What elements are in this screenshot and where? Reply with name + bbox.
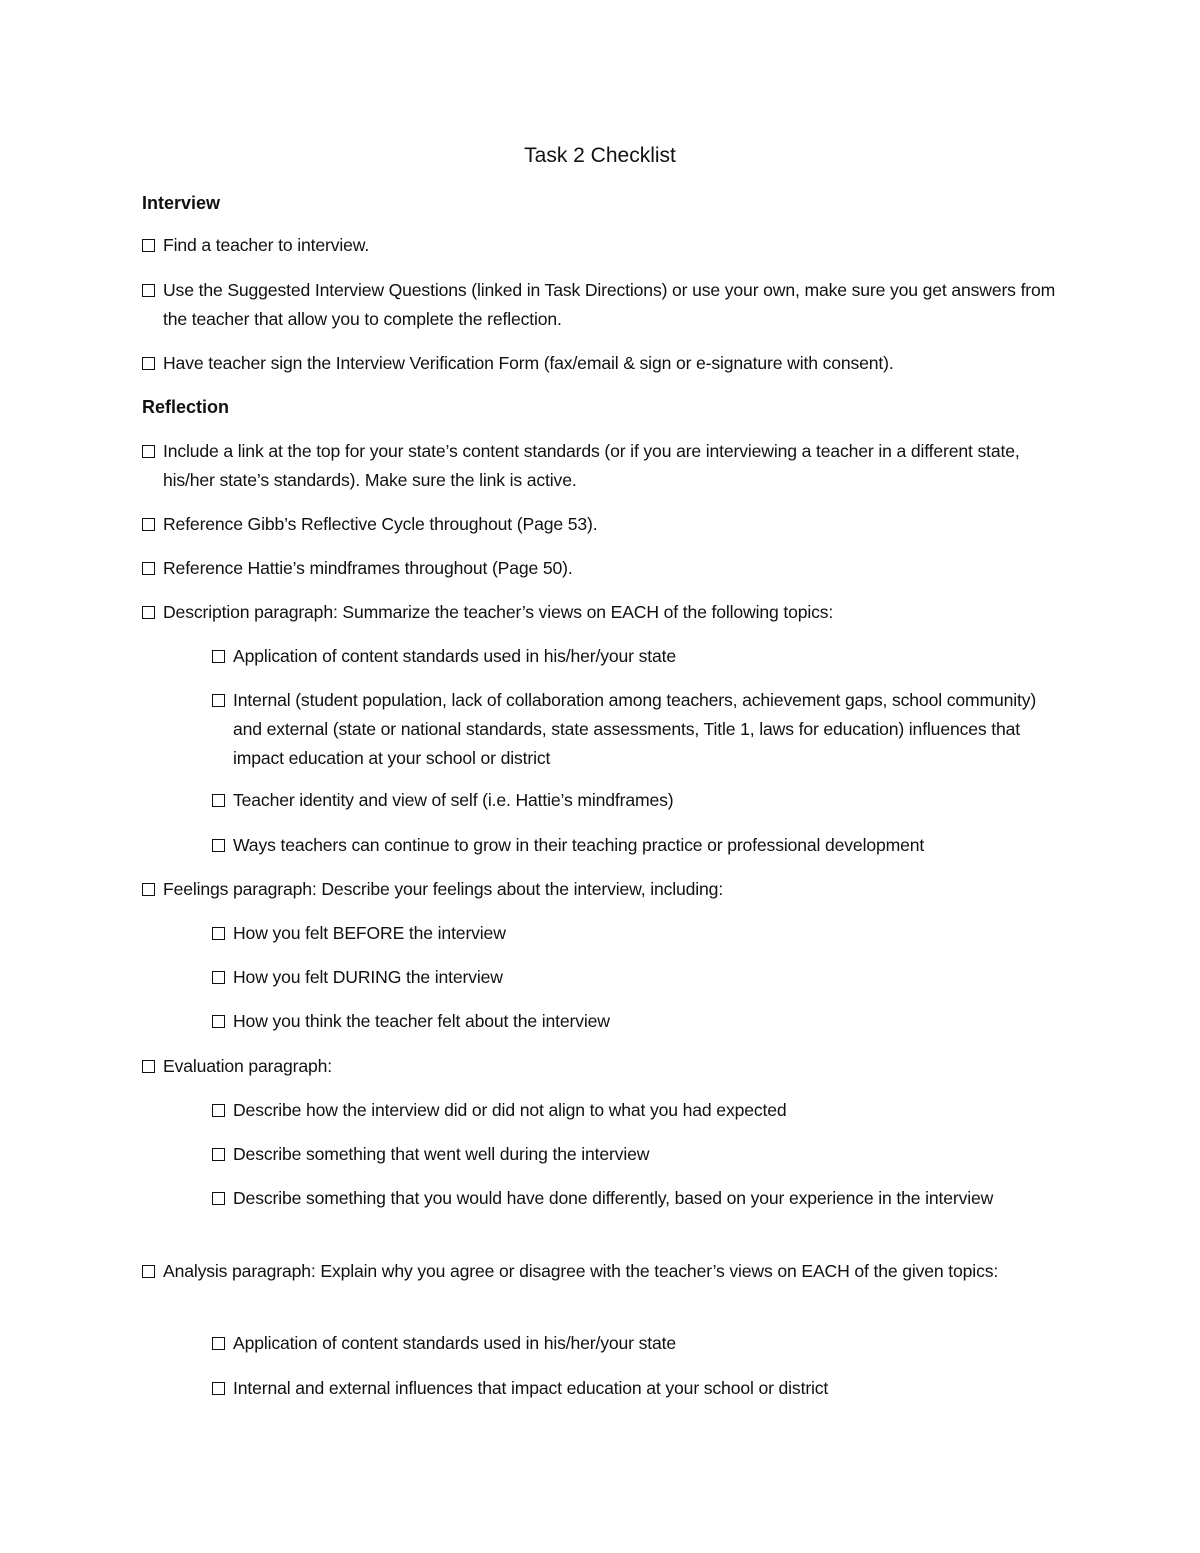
checkbox-icon[interactable]	[212, 1192, 225, 1205]
checkbox-icon[interactable]	[212, 1104, 225, 1117]
checklist-item-label: Use the Suggested Interview Questions (linked in Task Directions) or use your own, make sure you get answers from the teacher that allow you to complete the reflection.	[163, 280, 1056, 329]
checklist-subitem[interactable]	[212, 831, 1062, 860]
checkbox-icon[interactable]	[212, 927, 225, 940]
checkbox-icon[interactable]	[142, 606, 155, 619]
checkbox-icon[interactable]	[142, 562, 155, 575]
checklist-item[interactable]	[142, 510, 1060, 539]
checkbox-icon[interactable]	[212, 1337, 225, 1350]
checklist-item-label: Find a teacher to interview.	[163, 235, 370, 255]
checkbox-icon[interactable]	[212, 794, 225, 807]
checklist-item-label: How you felt DURING the interview	[233, 967, 503, 987]
checklist-item-label: Describe something that went well during the interview	[233, 1144, 650, 1164]
checklist-item[interactable]	[142, 437, 1060, 495]
checklist-item[interactable]	[142, 276, 1060, 334]
checklist-subitem[interactable]	[212, 919, 1062, 948]
checklist-subitem[interactable]	[212, 1140, 1062, 1169]
checkbox-icon[interactable]	[142, 1060, 155, 1073]
checklist-item[interactable]	[142, 1052, 1060, 1081]
checklist-item-label: Teacher identity and view of self (i.e. Hattie’s mindframes)	[233, 790, 674, 810]
checklist-item-label: Describe something that you would have done differently, based on your experience in the interview	[233, 1188, 994, 1208]
checkbox-icon[interactable]	[142, 1265, 155, 1278]
checklist-item-label: Reference Gibb’s Reflective Cycle throughout (Page 53).	[163, 514, 598, 534]
section-heading-reflection: Reflection	[142, 397, 230, 417]
checklist-item-label: Application of content standards used in his/her/your state	[233, 1333, 676, 1353]
checklist-item[interactable]	[142, 349, 1060, 378]
checkbox-icon[interactable]	[142, 518, 155, 531]
checklist-item[interactable]	[142, 554, 1060, 583]
checklist-item-label: Internal and external influences that impact education at your school or district	[233, 1378, 829, 1398]
checklist-subitem[interactable]	[212, 1184, 1062, 1213]
checklist-item-label: Reference Hattie’s mindframes throughout (Page 50).	[163, 558, 573, 578]
checklist-item[interactable]	[142, 875, 1060, 904]
checkbox-icon[interactable]	[212, 1382, 225, 1395]
checklist-item-label: Describe how the interview did or did not align to what you had expected	[233, 1100, 787, 1120]
checklist-item[interactable]	[142, 1257, 1060, 1286]
checklist-item-label: Analysis paragraph: Explain why you agree or disagree with the teacher’s views on EACH of the given topics:	[163, 1261, 999, 1281]
checklist-item-label: How you felt BEFORE the interview	[233, 923, 506, 943]
checkbox-icon[interactable]	[142, 445, 155, 458]
checklist-item-label: Have teacher sign the Interview Verification Form (fax/email & sign or e-signature with consent).	[163, 353, 894, 373]
checklist-item-label: Ways teachers can continue to grow in their teaching practice or professional development	[233, 835, 925, 855]
checklist-subitem[interactable]	[212, 963, 1062, 992]
checklist-item-label: Internal (student population, lack of collaboration among teachers, achievement gaps, school community) and external (state or national standards, state assessments, Title 1, laws for education) influences that impact education at your school or district	[233, 690, 1037, 768]
checklist-item[interactable]	[142, 231, 1060, 260]
checkbox-icon[interactable]	[212, 971, 225, 984]
checkbox-icon[interactable]	[212, 694, 225, 707]
checklist-subitem[interactable]	[212, 642, 1062, 671]
checklist-item-label: Evaluation paragraph:	[163, 1056, 332, 1076]
checkbox-icon[interactable]	[212, 1015, 225, 1028]
checkbox-icon[interactable]	[212, 650, 225, 663]
checklist-item-label: How you think the teacher felt about the interview	[233, 1011, 610, 1031]
checkbox-icon[interactable]	[142, 239, 155, 252]
checkbox-icon[interactable]	[142, 883, 155, 896]
checklist-subitem[interactable]	[212, 1007, 1062, 1036]
checklist-item[interactable]	[142, 598, 1060, 627]
checkbox-icon[interactable]	[142, 284, 155, 297]
checklist-item-label: Application of content standards used in his/her/your state	[233, 646, 676, 666]
checkbox-icon[interactable]	[142, 357, 155, 370]
checkbox-icon[interactable]	[212, 1148, 225, 1161]
checklist-subitem[interactable]	[212, 786, 1062, 815]
checklist-subitem[interactable]	[212, 1374, 1062, 1403]
section-heading-interview: Interview	[142, 193, 221, 213]
checklist-subitem[interactable]	[212, 1096, 1062, 1125]
checklist-item-label: Description paragraph: Summarize the teacher’s views on EACH of the following topics:	[163, 602, 834, 622]
checklist-item-label: Include a link at the top for your state’s content standards (or if you are interviewing a teacher in a different state, his/her state’s standards). Make sure the link is active.	[163, 441, 1020, 490]
checklist-subitem[interactable]	[212, 1329, 1062, 1358]
page-title: Task 2 Checklist	[524, 144, 676, 167]
checklist-item-label: Feelings paragraph: Describe your feelings about the interview, including:	[163, 879, 724, 899]
checklist-subitem[interactable]	[212, 686, 1062, 773]
checkbox-icon[interactable]	[212, 839, 225, 852]
